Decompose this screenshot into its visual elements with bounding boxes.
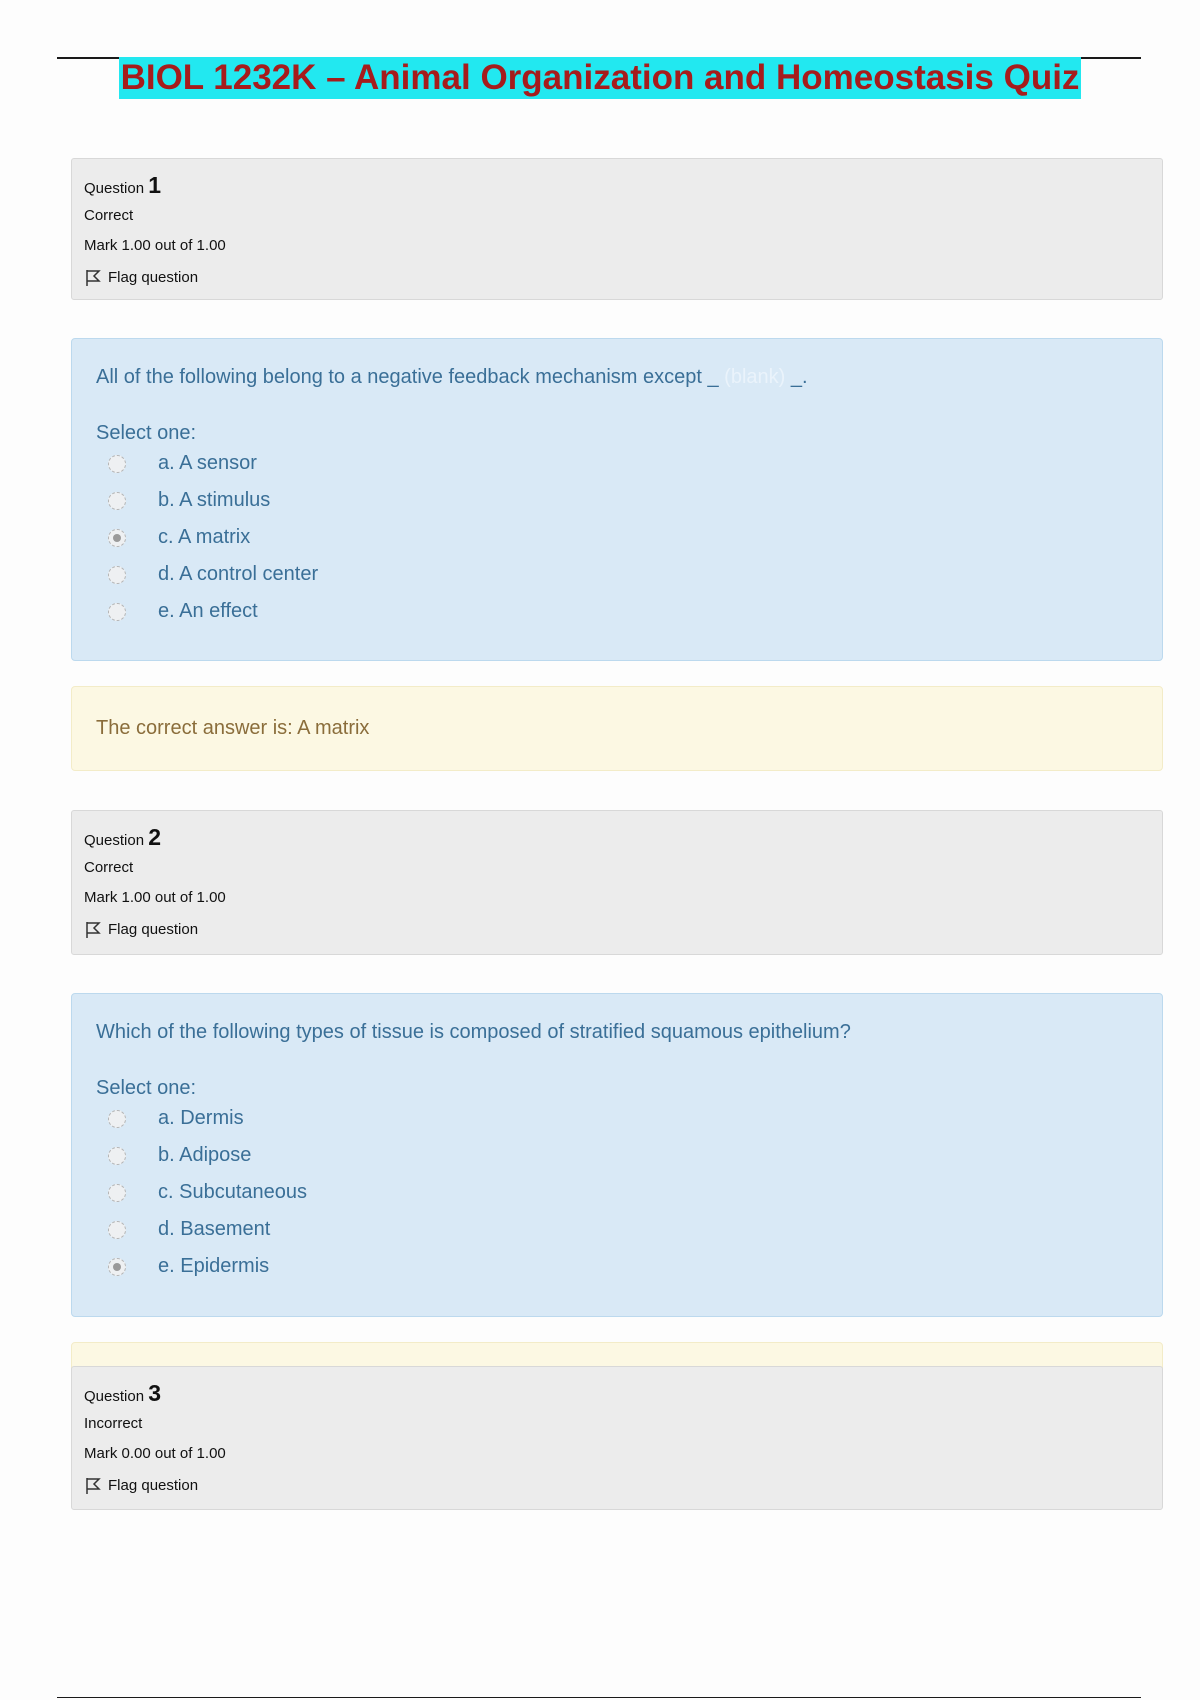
flag-question-label: Flag question <box>108 269 199 286</box>
answer-option[interactable] <box>96 445 1138 482</box>
question-mark: Mark 0.00 out of 1.00 <box>84 1445 226 1462</box>
select-prompt: Select one: <box>96 422 197 444</box>
radio-button-selected[interactable] <box>108 529 126 547</box>
answer-option[interactable] <box>96 482 1138 519</box>
flag-question-label: Flag question <box>108 921 199 938</box>
question-info-3 <box>71 1366 1163 1510</box>
feedback-box-1 <box>71 686 1163 771</box>
answer-option[interactable] <box>96 1100 1138 1137</box>
answer-option[interactable] <box>96 1211 1138 1248</box>
select-prompt: Select one: <box>96 1077 197 1099</box>
flag-question-button[interactable] <box>84 1469 1150 1503</box>
flag-icon <box>84 1477 102 1495</box>
radio-button[interactable] <box>108 492 126 510</box>
answer-option[interactable] <box>96 1248 1138 1285</box>
option-label: d. Basement <box>158 1218 271 1240</box>
option-label: d. A control center <box>158 563 319 585</box>
question-number <box>84 1377 1150 1409</box>
flag-question-label: Flag question <box>108 1477 199 1494</box>
correct-answer-text: The correct answer is: A matrix <box>96 717 370 739</box>
option-label: e. An effect <box>158 600 258 622</box>
answer-option[interactable] <box>96 1174 1138 1211</box>
question-info-1 <box>71 158 1163 300</box>
option-label: a. A sensor <box>158 452 257 474</box>
question-state: Correct <box>84 207 134 224</box>
radio-button[interactable] <box>108 1110 126 1128</box>
flag-question-button[interactable] <box>84 261 1150 295</box>
question-box-2 <box>71 993 1163 1317</box>
question-text: Which of the following types of tissue is composed of stratified squamous epithelium? <box>96 1021 851 1043</box>
question-number-value: 2 <box>148 824 162 850</box>
radio-button-selected[interactable] <box>108 1258 126 1276</box>
option-label: a. Dermis <box>158 1107 244 1129</box>
question-number <box>84 169 1150 201</box>
option-label: b. A stimulus <box>158 489 271 511</box>
flag-icon <box>84 921 102 939</box>
answer-option[interactable] <box>96 1137 1138 1174</box>
radio-button[interactable] <box>108 1184 126 1202</box>
question-label: Question <box>84 180 145 197</box>
question-state: Incorrect <box>84 1415 143 1432</box>
radio-button[interactable] <box>108 1147 126 1165</box>
radio-button[interactable] <box>108 603 126 621</box>
question-label: Question <box>84 832 145 849</box>
answer-option[interactable] <box>96 593 1138 630</box>
option-label: e. Epidermis <box>158 1255 270 1277</box>
question-mark: Mark 1.00 out of 1.00 <box>84 237 226 254</box>
flag-question-button[interactable] <box>84 913 1150 947</box>
page-title: BIOL 1232K – Animal Organization and Homeostasis Quiz <box>120 58 1080 97</box>
flag-icon <box>84 269 102 287</box>
option-label: c. A matrix <box>158 526 251 548</box>
bottom-rule <box>57 1697 1141 1698</box>
question-mark: Mark 1.00 out of 1.00 <box>84 889 226 906</box>
option-label: b. Adipose <box>158 1144 252 1166</box>
radio-button[interactable] <box>108 566 126 584</box>
question-box-1 <box>71 338 1163 661</box>
question-number-value: 1 <box>148 172 162 198</box>
page-title-wrap <box>0 57 1200 99</box>
question-number-value: 3 <box>148 1380 162 1406</box>
question-blank: (blank) <box>718 366 791 388</box>
question-text <box>96 365 1138 389</box>
answer-option[interactable] <box>96 519 1138 556</box>
radio-button[interactable] <box>108 1221 126 1239</box>
option-label: c. Subcutaneous <box>158 1181 307 1203</box>
question-state: Correct <box>84 859 134 876</box>
question-label: Question <box>84 1388 145 1405</box>
question-text-main: All of the following belong to a negative feedback mechanism except _ <box>96 366 719 388</box>
question-text-end: _. <box>790 366 808 388</box>
question-number <box>84 821 1150 853</box>
radio-button[interactable] <box>108 455 126 473</box>
answer-option[interactable] <box>96 556 1138 593</box>
question-info-2 <box>71 810 1163 955</box>
